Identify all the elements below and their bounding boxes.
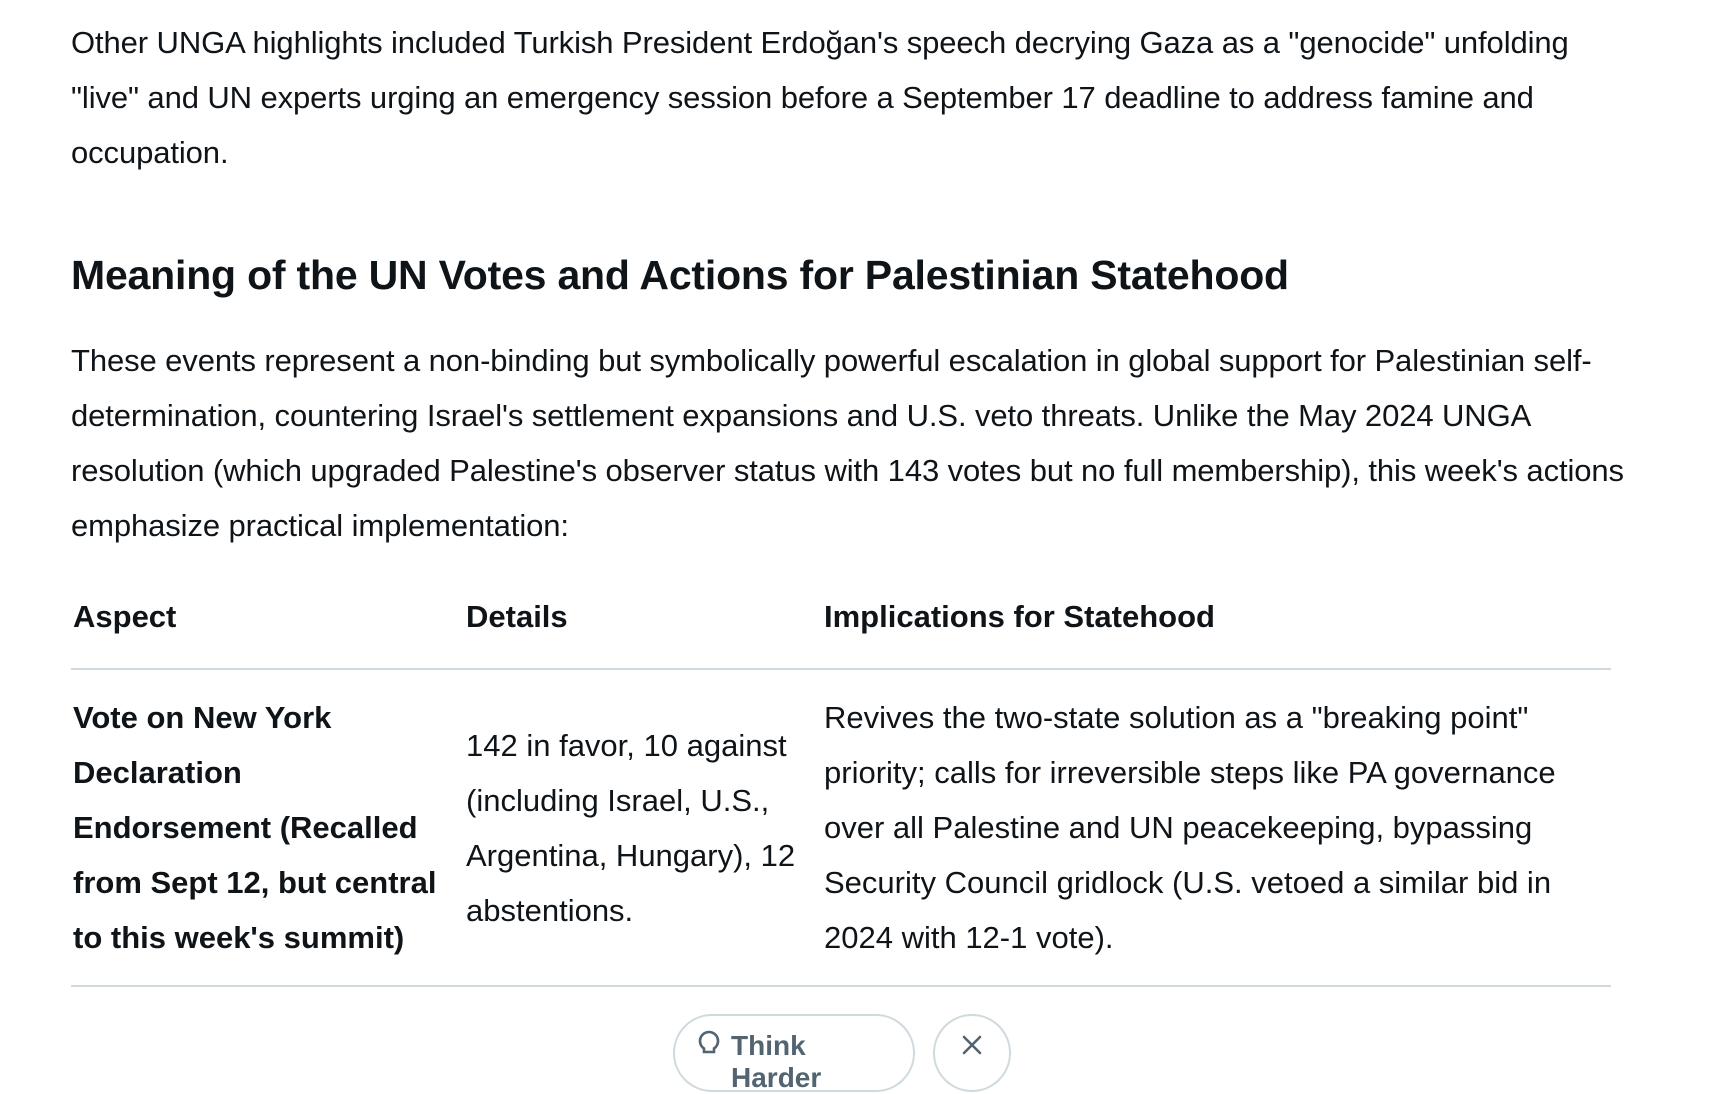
section-heading: Meaning of the UN Votes and Actions for Palestinian Statehood bbox=[71, 252, 1289, 298]
intro-paragraph: Other UNGA highlights included Turkish President Erdoğan's speech decrying Gaza as a "genocide" unfolding "live" and UN experts urging an emergency session before a September 17 deadline to address famine and occupation. bbox=[71, 25, 1569, 170]
cell-aspect: Vote on New York Declaration Endorsement (Recalled from Sept 12, but central to this week's summit) bbox=[71, 669, 464, 986]
table-header-row bbox=[71, 585, 1611, 669]
header-details: Details bbox=[464, 585, 822, 669]
close-icon bbox=[960, 1032, 984, 1064]
section-paragraph: These events represent a non-binding but symbolically powerful escalation in global support for Palestinian self-determination, countering Israel's settlement expansions and U.S. veto threats. Unlike the May 2024 UNGA resolution (which upgraded Palestine's observer status with 143 votes but no full membership), this week's actions emphasize practical implementation: bbox=[71, 343, 1624, 543]
floating-action-bar bbox=[673, 1014, 1011, 1092]
think-harder-button[interactable] bbox=[673, 1014, 915, 1092]
cell-details: 142 in favor, 10 against (including Israel, U.S., Argentina, Hungary), 12 abstentions. bbox=[464, 669, 822, 986]
header-implications: Implications for Statehood bbox=[822, 585, 1611, 669]
table-row bbox=[71, 669, 1611, 986]
cell-implications: Revives the two-state solution as a "breaking point" priority; calls for irreversible steps like PA governance over all Palestine and UN peacekeeping, bypassing Security Council gridlock (U.S. vetoed a similar bid in 2024 with 12-1 vote). bbox=[822, 669, 1611, 986]
header-aspect: Aspect bbox=[71, 585, 464, 669]
close-button[interactable] bbox=[933, 1014, 1011, 1092]
think-harder-label: Think Harder bbox=[731, 1030, 822, 1093]
statehood-table bbox=[71, 585, 1611, 987]
bulb-icon bbox=[697, 1030, 721, 1067]
